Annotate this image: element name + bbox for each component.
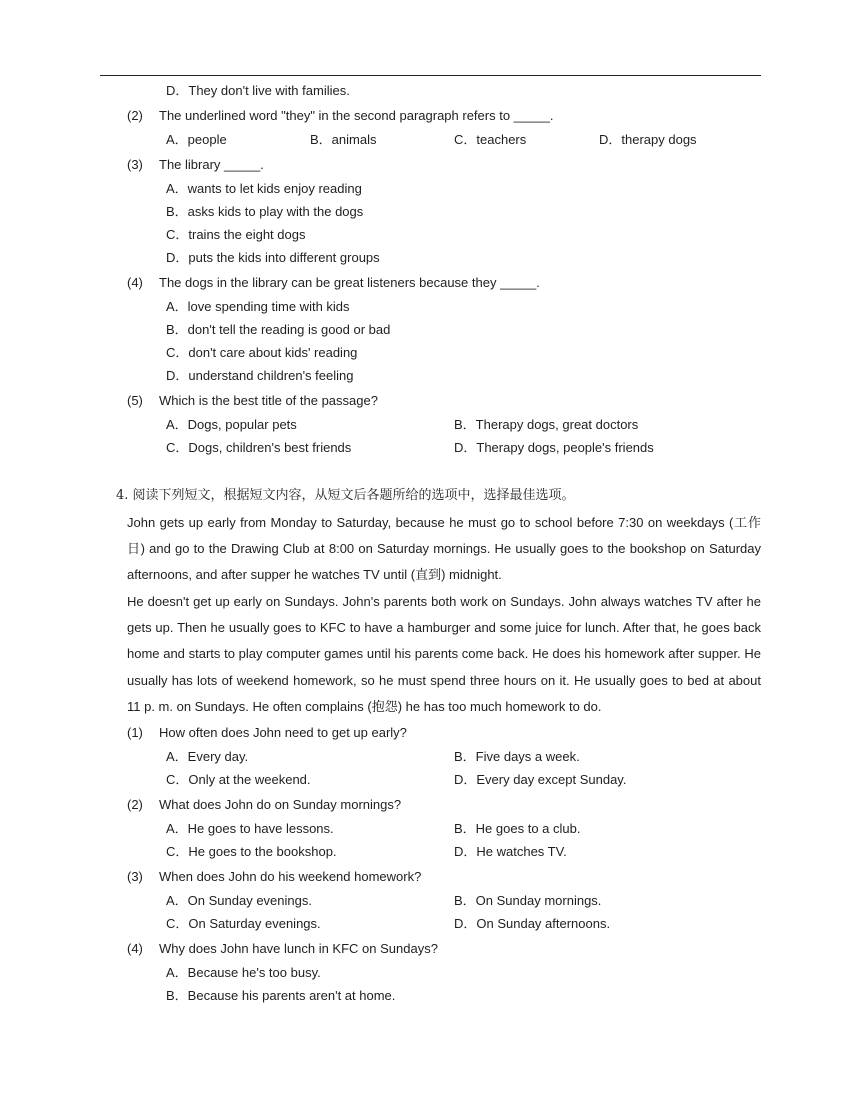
prev-q5-option-b[interactable]: B．Therapy dogs, great doctors xyxy=(454,417,639,432)
q1-option-d[interactable]: D．Every day except Sunday. xyxy=(454,772,627,787)
q3-option-d[interactable]: D．On Sunday afternoons. xyxy=(454,916,611,931)
prev-q2-option-a[interactable]: A．people xyxy=(166,132,227,147)
prev-q3-option-b[interactable]: B．asks kids to play with the dogs xyxy=(166,204,364,219)
q2-option-d[interactable]: D．He watches TV. xyxy=(454,844,567,859)
prev-q3-stem: The library _____. xyxy=(159,157,264,172)
prev-q4-option-b[interactable]: B．don't tell the reading is good or bad xyxy=(166,322,391,337)
prev-q3-option-d[interactable]: D．puts the kids into different groups xyxy=(166,250,380,265)
prev-q4-number: (4) xyxy=(127,275,143,290)
prev-q4-stem: The dogs in the library can be great listeners because they _____. xyxy=(159,275,540,290)
q1-number: (1) xyxy=(127,725,143,740)
q4-option-b[interactable]: B．Because his parents aren't at home. xyxy=(166,988,396,1003)
q3-option-c[interactable]: C．On Saturday evenings. xyxy=(166,916,321,931)
prev-q5-number: (5) xyxy=(127,393,143,408)
q3-option-b[interactable]: B．On Sunday mornings. xyxy=(454,893,602,908)
q4-stem: Why does John have lunch in KFC on Sundays? xyxy=(159,941,438,956)
prev-q5-stem: Which is the best title of the passage? xyxy=(159,393,378,408)
prev-q2-option-c[interactable]: C．teachers xyxy=(454,132,527,147)
q2-stem: What does John do on Sunday mornings? xyxy=(159,797,402,812)
q2-option-c[interactable]: C．He goes to the bookshop. xyxy=(166,844,337,859)
q2-option-b[interactable]: B．He goes to a club. xyxy=(454,821,581,836)
prev-q5-option-c[interactable]: C．Dogs, children's best friends xyxy=(166,440,352,455)
prev-q3-number: (3) xyxy=(127,157,143,172)
prev-q3-option-a[interactable]: A．wants to let kids enjoy reading xyxy=(166,181,362,196)
prev-q4-option-c[interactable]: C．don't care about kids' reading xyxy=(166,345,358,360)
q2-option-a[interactable]: A．He goes to have lessons. xyxy=(166,821,334,836)
prev-q5-option-a[interactable]: A．Dogs, popular pets xyxy=(166,417,297,432)
q4-number: (4) xyxy=(127,941,143,956)
q1-stem: How often does John need to get up early? xyxy=(159,725,407,740)
q2-number: (2) xyxy=(127,797,143,812)
prev-q5-option-d[interactable]: D．Therapy dogs, people's friends xyxy=(454,440,654,455)
section4-heading: 4. 阅读下列短文，根据短文内容，从短文后各题所给的选项中，选择最佳选项。 xyxy=(116,488,575,503)
header-rule xyxy=(100,75,761,76)
q3-stem: When does John do his weekend homework? xyxy=(159,869,422,884)
prev-q2-option-d[interactable]: D．therapy dogs xyxy=(599,132,697,147)
q4-option-a[interactable]: A．Because he's too busy. xyxy=(166,965,321,980)
prev-q2-option-b[interactable]: B．animals xyxy=(310,132,377,147)
q1-option-a[interactable]: A．Every day. xyxy=(166,749,249,764)
q3-option-a[interactable]: A．On Sunday evenings. xyxy=(166,893,312,908)
prev-q4-option-a[interactable]: A．love spending time with kids xyxy=(166,299,350,314)
prev-q1-option-d[interactable]: D．They don't live with families. xyxy=(166,83,350,98)
prev-q2-number: (2) xyxy=(127,108,143,123)
passage-paragraph-2: He doesn't get up early on Sundays. John's parents both work on Sundays. John always watches TV after he gets up. Then he usually goes to KFC to have a hamburger and some juice for lunch. After that, he goes back home and starts to play computer games until his parents come back. He does his homework after supper. He usually has lots of weekend homework, so he must spend three hours on it. He usually goes to bed at about 11 p. m. on Sundays. He often complains (抱怨) he has too much homework to do. xyxy=(127,594,761,714)
passage-paragraph-1: John gets up early from Monday to Saturday, because he must go to school before 7:30 on weekdays (工作日) and go to the Drawing Club at 8:00 on Saturday mornings. He usually goes to the bookshop on Saturday afternoons, and after supper he watches TV until (直到) midnight. xyxy=(127,515,761,583)
q1-option-c[interactable]: C．Only at the weekend. xyxy=(166,772,311,787)
prev-q3-option-c[interactable]: C．trains the eight dogs xyxy=(166,227,306,242)
q3-number: (3) xyxy=(127,869,143,884)
prev-q4-option-d[interactable]: D．understand children's feeling xyxy=(166,368,354,383)
prev-q2-stem: The underlined word "they" in the second paragraph refers to _____. xyxy=(159,108,554,123)
q1-option-b[interactable]: B．Five days a week. xyxy=(454,749,580,764)
